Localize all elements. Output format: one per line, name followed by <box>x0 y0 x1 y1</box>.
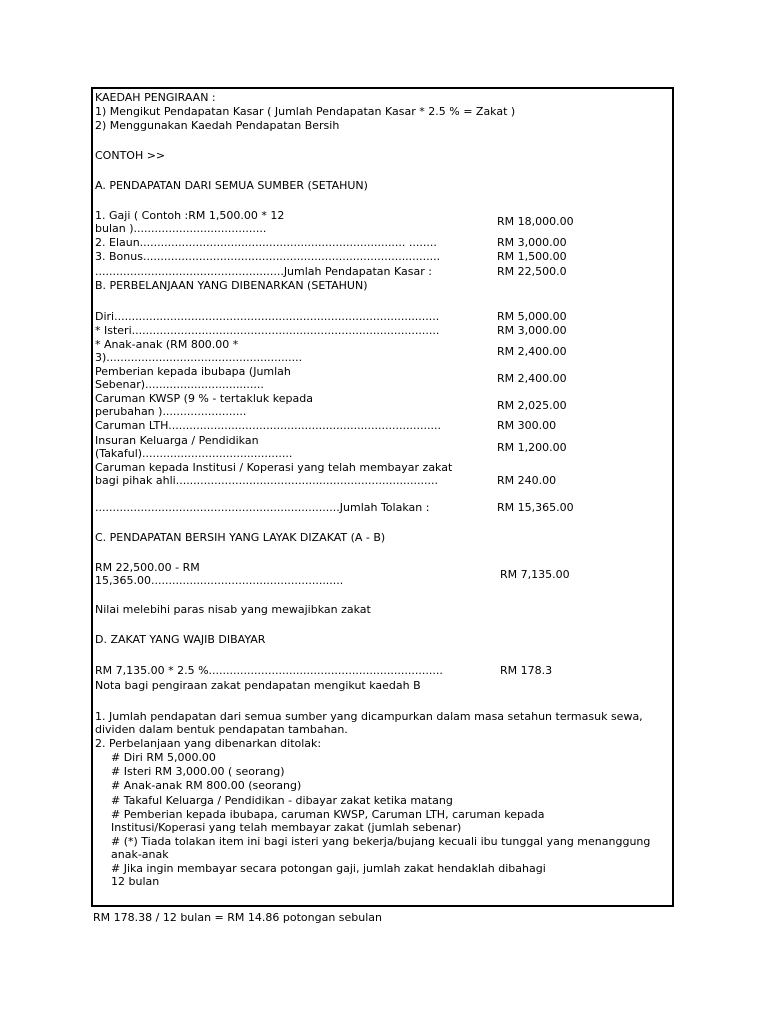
section-c-calc-amount: RM 7,135.00 <box>500 568 570 581</box>
section-a-total-amount: RM 22,500.0 <box>497 265 567 278</box>
section-b-row-label: Caruman LTH.............................................................................. <box>95 419 441 432</box>
section-a-row-amount: RM 18,000.00 <box>497 215 574 228</box>
section-b-heading: B. PERBELANJAAN YANG DIBENARKAN (SETAHUN) <box>95 279 368 292</box>
section-b-total-amount: RM 15,365.00 <box>497 501 574 514</box>
contoh-label: CONTOH >> <box>95 149 166 162</box>
section-b-row-amount: RM 3,000.00 <box>497 324 567 337</box>
note-bullet: # (*) Tiada tolakan item ini bagi isteri yang bekerja/bujang kecuali ibu tunggal yang menanggung anak-anak <box>111 835 651 861</box>
section-b-row-amount: RM 1,200.00 <box>497 441 567 454</box>
section-c-calc-label: RM 22,500.00 - RM 15,365.00....................................................... <box>95 561 344 587</box>
section-b-row-amount: RM 2,400.00 <box>497 372 567 385</box>
note-bullet: # Anak-anak RM 800.00 (seorang) <box>111 779 302 792</box>
section-b-row-label: * Anak-anak (RM 800.00 * 3)........................................................ <box>95 338 303 364</box>
section-d-calc-label: RM 7,135.00 * 2.5 %................................................................... <box>95 664 443 677</box>
section-b-row-amount: RM 300.00 <box>497 419 557 432</box>
note-1: 1. Jumlah pendapatan dari semua sumber yang dicampurkan dalam masa setahun termasuk sewa, dividen dalam bentuk pendapatan tambahan. <box>95 710 643 736</box>
section-b-total-label: ......................................................................Jumlah Tolakan : <box>95 501 430 514</box>
section-b-row-label: Pemberian kepada ibubapa (Jumlah Sebenar).................................. <box>95 365 291 391</box>
note-bullet: # Takaful Keluarga / Pendidikan - dibayar zakat ketika matang <box>111 794 453 807</box>
section-b-row-amount: RM 240.00 <box>497 474 557 487</box>
section-b-row-label: Diri............................................................................................. <box>95 310 440 323</box>
note-bullet: # Isteri RM 3,000.00 ( seorang) <box>111 765 285 778</box>
section-b-row-label: Insuran Keluarga / Pendidikan (Takaful)........................................... <box>95 434 293 460</box>
section-a-row-amount: RM 3,000.00 <box>497 236 567 249</box>
footer-calculation: RM 178.38 / 12 bulan = RM 14.86 potongan sebulan <box>93 911 383 924</box>
section-a-heading: A. PENDAPATAN DARI SEMUA SUMBER (SETAHUN) <box>95 179 368 192</box>
section-b-row-amount: RM 2,025.00 <box>497 399 567 412</box>
section-b-row-label: Caruman KWSP (9 % - tertakluk kepada perubahan )........................ <box>95 392 313 418</box>
section-c-heading: C. PENDAPATAN BERSIH YANG LAYAK DIZAKAT (A - B) <box>95 531 386 544</box>
section-a-row-label: 1. Gaji ( Contoh :RM 1,500.00 * 12 bulan )...................................... <box>95 209 285 235</box>
section-d-calc-amount: RM 178.3 <box>500 664 553 677</box>
section-d-heading: D. ZAKAT YANG WAJIB DIBAYAR <box>95 633 266 646</box>
section-b-row-amount: RM 5,000.00 <box>497 310 567 323</box>
kaedah-title: KAEDAH PENGIRAAN : <box>95 91 216 104</box>
section-a-row-label: 3. Bonus..................................................................................... <box>95 250 441 263</box>
note-bullet: # Pemberian kepada ibubapa, caruman KWSP, Caruman LTH, caruman kepada Institusi/Koperasi yang telah membayar zakat (jumlah sebenar) <box>111 808 545 834</box>
note-bullet: # Diri RM 5,000.00 <box>111 751 216 764</box>
note-2: 2. Perbelanjaan yang dibenarkan ditolak: <box>95 737 322 750</box>
note-bullet: # Jika ingin membayar secara potongan gaji, jumlah zakat hendaklah dibahagi 12 bulan <box>111 862 546 888</box>
section-c-note: Nilai melebihi paras nisab yang mewajibkan zakat <box>95 603 371 616</box>
section-b-row-label: Caruman kepada Institusi / Koperasi yang telah membayar zakat bagi pihak ahli........................................................................... <box>95 461 453 487</box>
kaedah-item-2: 2) Menggunakan Kaedah Pendapatan Bersih <box>95 119 340 132</box>
section-d-nota: Nota bagi pengiraan zakat pendapatan mengikut kaedah B <box>95 679 421 692</box>
section-a-row-label: 2. Elaun............................................................................ ........ <box>95 236 437 249</box>
section-a-total-label: ......................................................Jumlah Pendapatan Kasar : <box>95 265 432 278</box>
section-b-row-label: * Isteri........................................................................................ <box>95 324 440 337</box>
section-a-row-amount: RM 1,500.00 <box>497 250 567 263</box>
kaedah-item-1: 1) Mengikut Pendapatan Kasar ( Jumlah Pendapatan Kasar * 2.5 % = Zakat ) <box>95 105 516 118</box>
section-b-row-amount: RM 2,400.00 <box>497 345 567 358</box>
